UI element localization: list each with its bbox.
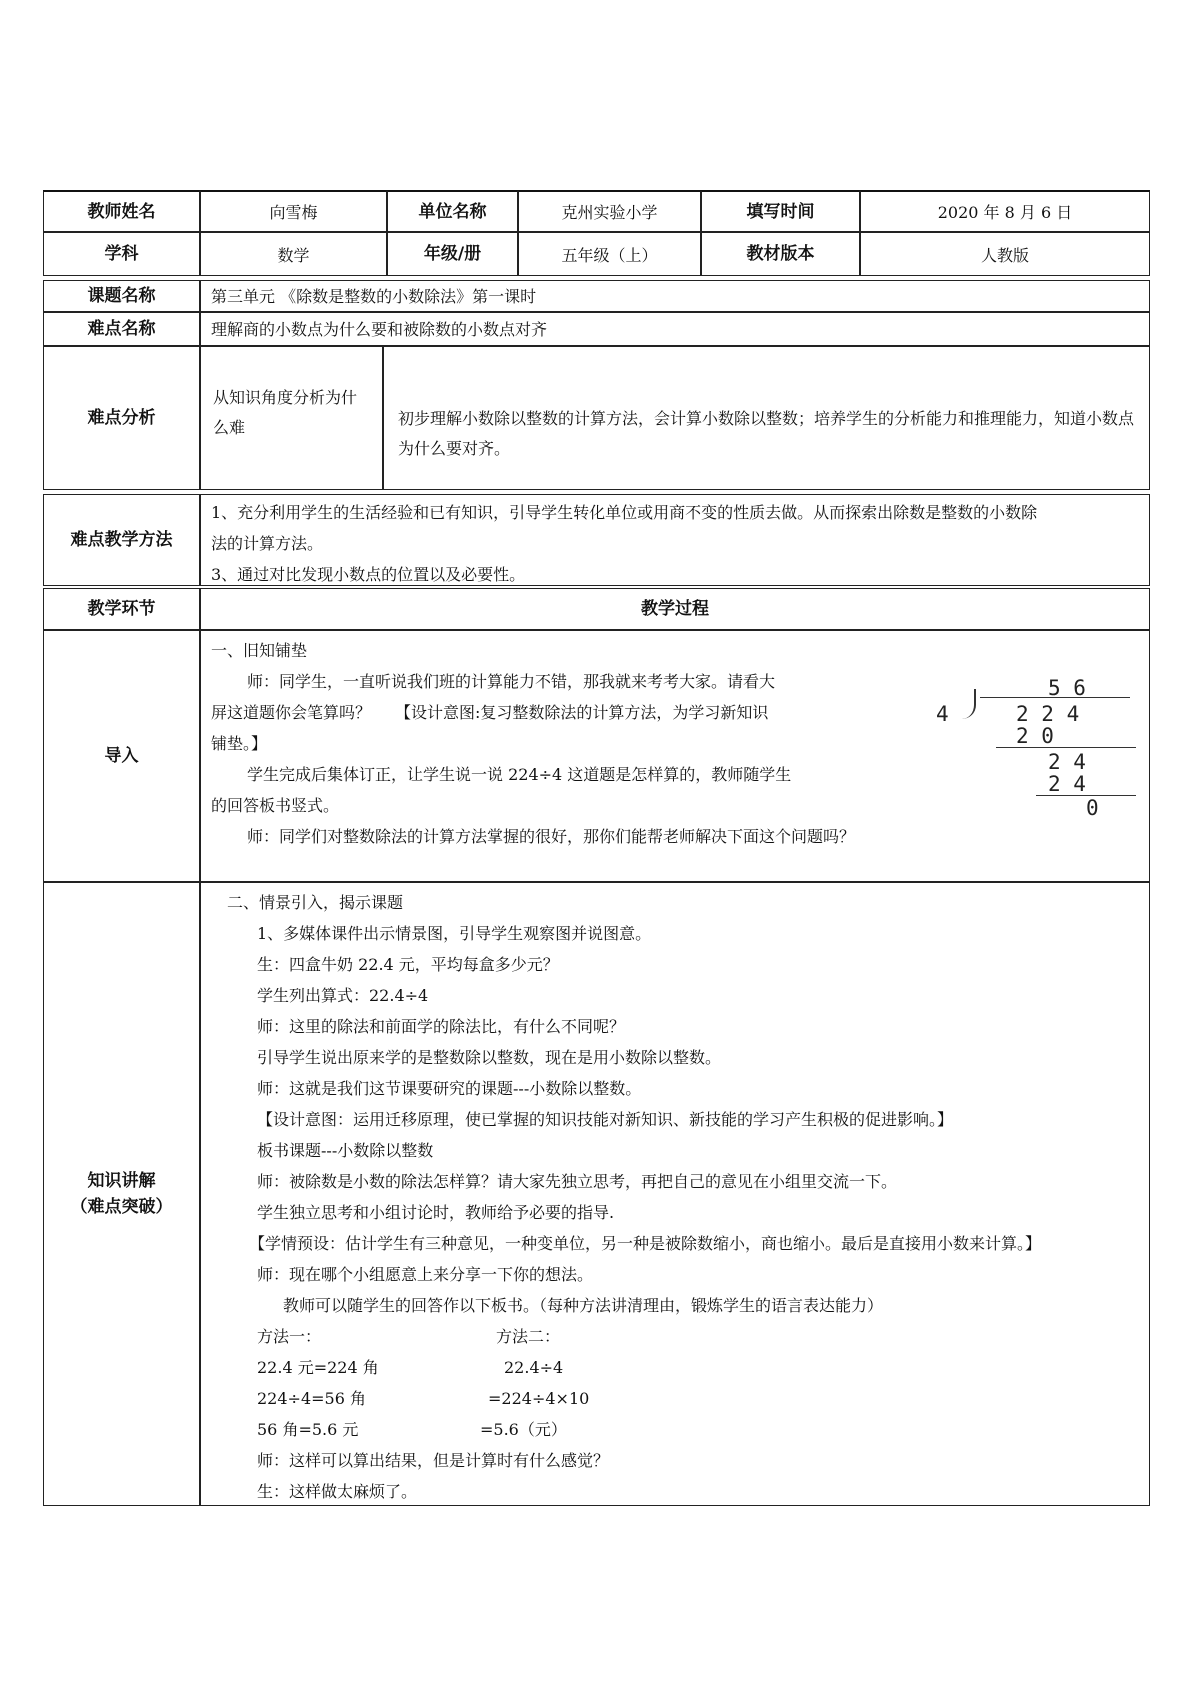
closing-line: 生：这样做太麻烦了。 xyxy=(257,1482,418,1501)
division-dividend: 2 2 4 xyxy=(1016,702,1080,726)
methods-board xyxy=(211,1321,1139,1445)
knowledge-line: 【设计意图：运用迁移原理，使已掌握的知识技能对新知识、新技能的学习产生积极的促进影响。】 xyxy=(257,1110,954,1129)
edition-label: 教材版本 xyxy=(701,232,860,276)
method-two-line: 方法二： xyxy=(496,1327,561,1346)
knowledge-line: 板书课题---小数除以整数 xyxy=(257,1141,434,1160)
method-line: 法的计算方法。 xyxy=(211,534,324,553)
header-row-1 xyxy=(43,190,1150,232)
intro-row xyxy=(43,630,1150,882)
method-two-line: =224÷4×10 xyxy=(488,1389,590,1408)
method-one-line: 56 角=5.6 元 xyxy=(257,1420,359,1439)
difficulty-value: 理解商的小数点为什么要和被除数的小数点对齐 xyxy=(200,312,1150,346)
division-step: 2 4 xyxy=(1048,772,1086,796)
analysis-label: 难点分析 xyxy=(43,346,200,490)
lesson-title-value: 第三单元 《除数是整数的小数除法》第一课时 xyxy=(200,280,1150,312)
analysis-row xyxy=(43,346,1150,490)
knowledge-line: 师：这里的除法和前面学的除法比，有什么不同呢？ xyxy=(257,1017,626,1036)
lesson-title-label: 课题名称 xyxy=(43,280,200,312)
division-bracket xyxy=(960,689,976,719)
stage-label: 教学环节 xyxy=(43,588,200,630)
division-step: 2 4 xyxy=(1048,750,1086,774)
date-value: 2020 年 8 月 6 日 xyxy=(860,190,1150,232)
intro-text xyxy=(200,630,1150,882)
intro-label: 导入 xyxy=(43,630,200,882)
division-divisor: 4 xyxy=(936,702,949,726)
method-text xyxy=(200,494,1150,586)
division-quotient: 5 6 xyxy=(1048,676,1086,700)
division-top-line xyxy=(980,697,1130,698)
knowledge-text xyxy=(200,882,1150,1506)
knowledge-row xyxy=(43,882,1150,1506)
knowledge-line: 师：这就是我们这节课要研究的课题---小数除以整数。 xyxy=(257,1079,642,1098)
analysis-sub-label: 从知识角度分析为什么难 xyxy=(200,346,383,490)
unit-label: 单位名称 xyxy=(387,190,518,232)
lesson-title-row xyxy=(43,280,1150,312)
knowledge-line: 1、多媒体课件出示情景图，引导学生观察图并说图意。 xyxy=(257,924,652,943)
edition-value: 人教版 xyxy=(860,232,1150,276)
intro-line: 的回答板书竖式。 xyxy=(211,796,340,815)
intro-line: 铺垫。】 xyxy=(211,734,268,753)
knowledge-line: 引导学生说出原来学的是整数除以整数，现在是用小数除以整数。 xyxy=(257,1048,722,1067)
teacher-value: 向雪梅 xyxy=(200,190,387,232)
method-label: 难点教学方法 xyxy=(43,494,200,586)
difficulty-label: 难点名称 xyxy=(43,312,200,346)
knowledge-line: 二、情景引入，揭示课题 xyxy=(227,893,404,912)
knowledge-line: 教师可以随学生的回答作以下板书。（每种方法讲清理由，锻炼学生的语言表达能力） xyxy=(283,1296,884,1315)
teacher-label: 教师姓名 xyxy=(43,190,200,232)
method-one-line: 方法一： xyxy=(257,1327,322,1346)
method-row xyxy=(43,494,1150,586)
process-heading-row xyxy=(43,588,1150,630)
knowledge-label xyxy=(43,882,200,1506)
unit-value: 克州实验小学 xyxy=(518,190,701,232)
process-label: 教学过程 xyxy=(200,588,1150,630)
header-row-2 xyxy=(43,232,1150,276)
long-division xyxy=(936,673,1166,823)
division-step: 2 0 xyxy=(1016,724,1054,748)
knowledge-label-line: （难点突破） xyxy=(70,1197,173,1217)
analysis-text: 初步理解小数除以整数的计算方法，会计算小数除以整数；培养学生的分析能力和推理能力，知道小数点为什么要对齐。 xyxy=(383,346,1150,490)
intro-line: 师：同学们对整数除法的计算方法掌握的很好，那你们能帮老师解决下面这个问题吗？ xyxy=(247,827,856,846)
method-two xyxy=(480,1321,590,1445)
method-line: 1、充分利用学生的生活经验和已有知识，引导学生转化单位或用商不变的性质去做。从而探索出除数是整数的小数除 xyxy=(211,503,1038,522)
knowledge-line: 师：现在哪个小组愿意上来分享一下你的想法。 xyxy=(257,1265,594,1284)
method-one-line: 224÷4=56 角 xyxy=(257,1389,366,1408)
knowledge-line: 学生列出算式：22.4÷4 xyxy=(257,986,429,1005)
date-label: 填写时间 xyxy=(701,190,860,232)
knowledge-line: 学生独立思考和小组讨论时，教师给予必要的指导. xyxy=(257,1203,615,1222)
method-line: 3、通过对比发现小数点的位置以及必要性。 xyxy=(211,565,526,584)
intro-line: 师：同学生，一直听说我们班的计算能力不错，那我就来考考大家。请看大 xyxy=(247,672,776,691)
subject-label: 学科 xyxy=(43,232,200,276)
method-one xyxy=(257,1321,379,1445)
intro-line: 一、旧知铺垫 xyxy=(211,641,308,660)
knowledge-line: 【学情预设：估计学生有三种意见，一种变单位，另一种是被除数缩小，商也缩小。最后是直接用小数来计算。】 xyxy=(249,1234,1042,1253)
knowledge-label-line: 知识讲解 xyxy=(87,1171,156,1191)
grade-value: 五年级（上） xyxy=(518,232,701,276)
difficulty-row xyxy=(43,312,1150,346)
method-one-line: 22.4 元=224 角 xyxy=(257,1358,379,1377)
subject-value: 数学 xyxy=(200,232,387,276)
knowledge-line: 生：四盒牛奶 22.4 元，平均每盒多少元？ xyxy=(257,955,559,974)
grade-label: 年级/册 xyxy=(387,232,518,276)
knowledge-line: 师：被除数是小数的除法怎样算？请大家先独立思考，再把自己的意见在小组里交流一下。 xyxy=(257,1172,898,1191)
intro-line: 学生完成后集体订正，让学生说一说 224÷4 这道题是怎样算的，教师随学生 xyxy=(247,765,792,784)
method-two-line: =5.6（元） xyxy=(480,1420,567,1439)
closing-line: 师：这样可以算出结果，但是计算时有什么感觉？ xyxy=(257,1451,610,1470)
method-two-line: 22.4÷4 xyxy=(504,1358,564,1377)
intro-line: 屏这道题你会笔算吗？ 【设计意图:复习整数除法的计算方法，为学习新知识 xyxy=(211,703,769,722)
division-remainder: 0 xyxy=(1086,796,1099,820)
